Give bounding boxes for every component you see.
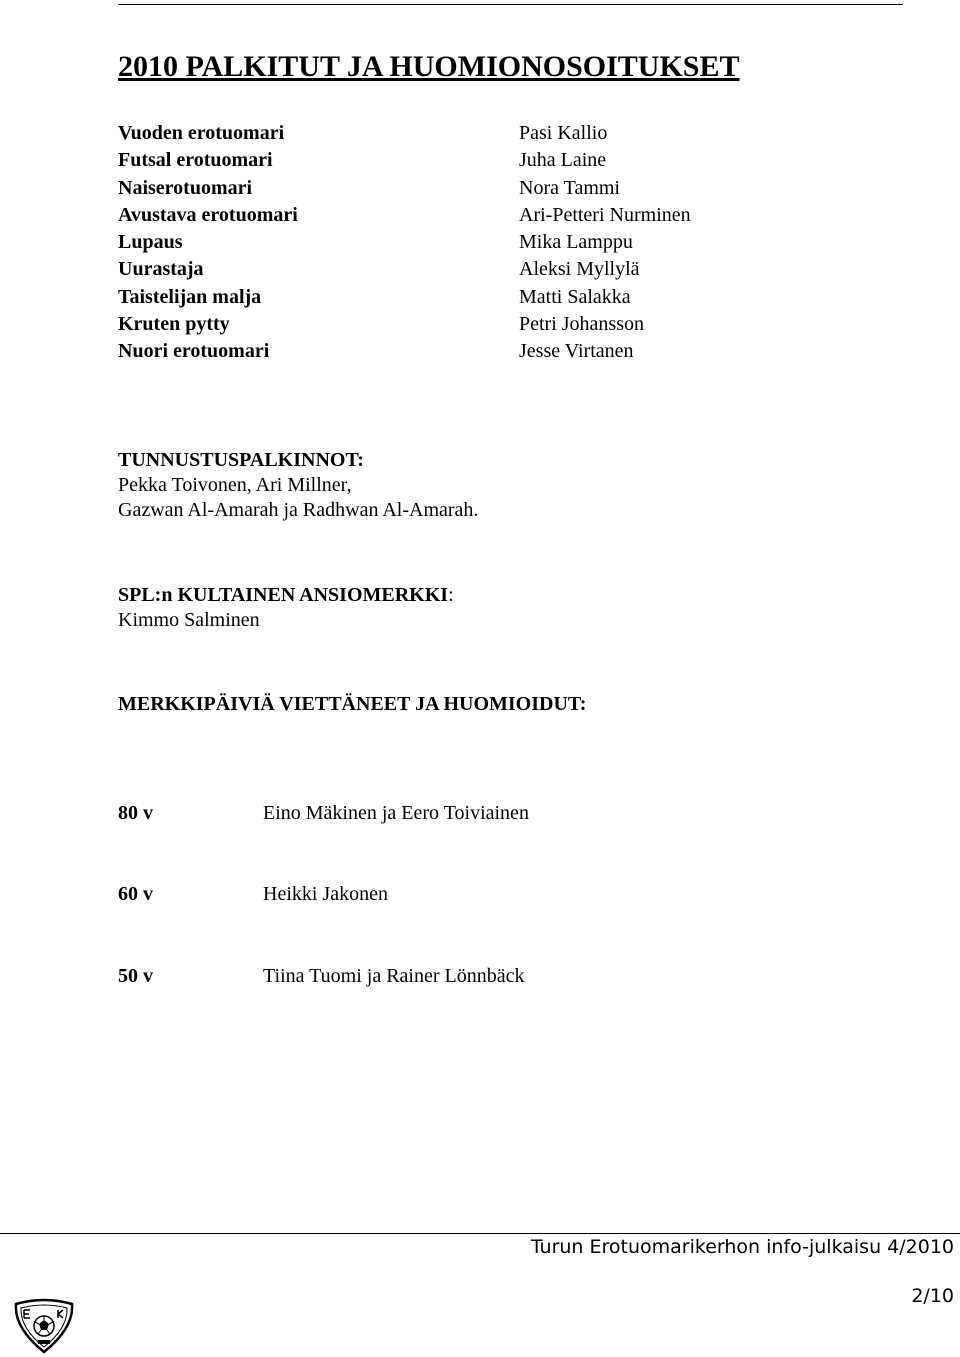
gold-badge-heading-line [118,583,454,608]
recognition-heading: TUNNUSTUSPALKINNOT: [118,449,364,471]
award-row [118,147,818,174]
award-label: Lupaus [118,231,183,254]
recognition-section [118,448,478,523]
award-row [118,229,818,256]
anniversary-names: Heikki Jakonen [263,883,388,905]
anniversary-age: 80 v [118,802,153,824]
anniversary-names: Tiina Tuomi ja Rainer Lönnbäck [263,965,525,987]
award-recipient: Jesse Virtanen [519,340,634,363]
top-rule [118,4,903,5]
award-label: Futsal erotuomari [118,149,273,172]
award-row [118,175,818,202]
award-recipient: Aleksi Myllylä [519,258,640,281]
award-label: Vuoden erotuomari [118,122,285,144]
award-label: Nuori erotuomari [118,340,270,363]
award-row [118,202,818,229]
award-recipient: Nora Tammi [519,176,620,199]
anniversary-age: 50 v [118,965,153,987]
award-row [118,256,818,283]
gold-badge-section [118,583,454,633]
award-row [118,338,818,365]
award-recipient: Petri Johansson [519,313,644,336]
anniversary-age: 60 v [118,883,153,905]
award-recipient: Ari-Petteri Nurminen [519,203,691,226]
anniversaries-section [118,692,586,717]
award-row [118,311,818,338]
award-label: Avustava erotuomari [118,203,298,226]
footer-rule [0,1233,960,1234]
award-recipient: Mika Lamppu [519,231,633,254]
page-number: 2/10 [911,1285,954,1307]
gold-badge-heading: SPL:n KULTAINEN ANSIOMERKKI [118,584,449,606]
award-label: Kruten pytty [118,313,230,336]
awards-list [118,120,818,366]
award-recipient: Pasi Kallio [519,122,608,144]
gold-badge-recipient: Kimmo Salminen [118,609,260,631]
award-recipient: Juha Laine [519,149,607,172]
anniversaries-heading: MERKKIPÄIVIÄ VIETTÄNEET JA HUOMIOIDUT: [118,693,587,715]
award-row [118,120,818,147]
gold-badge-colon: : [448,584,454,606]
recognition-line: Gazwan Al-Amarah ja Radhwan Al-Amarah. [118,499,479,521]
recognition-line: Pekka Toivonen, Ari Millner, [118,474,352,496]
page-title: 2010 PALKITUT JA HUOMIONOSOITUKSET [118,50,740,83]
award-label: Naiserotuomari [118,176,253,199]
award-recipient: Matti Salakka [519,285,631,308]
publication-footer: Turun Erotuomarikerhon info-julkaisu 4/2010 [530,1236,954,1258]
anniversary-names: Eino Mäkinen ja Eero Toiviainen [263,802,529,824]
club-logo-icon [10,1298,78,1354]
award-row [118,284,818,311]
award-label: Taistelijan malja [118,285,262,308]
award-label: Uurastaja [118,258,204,281]
